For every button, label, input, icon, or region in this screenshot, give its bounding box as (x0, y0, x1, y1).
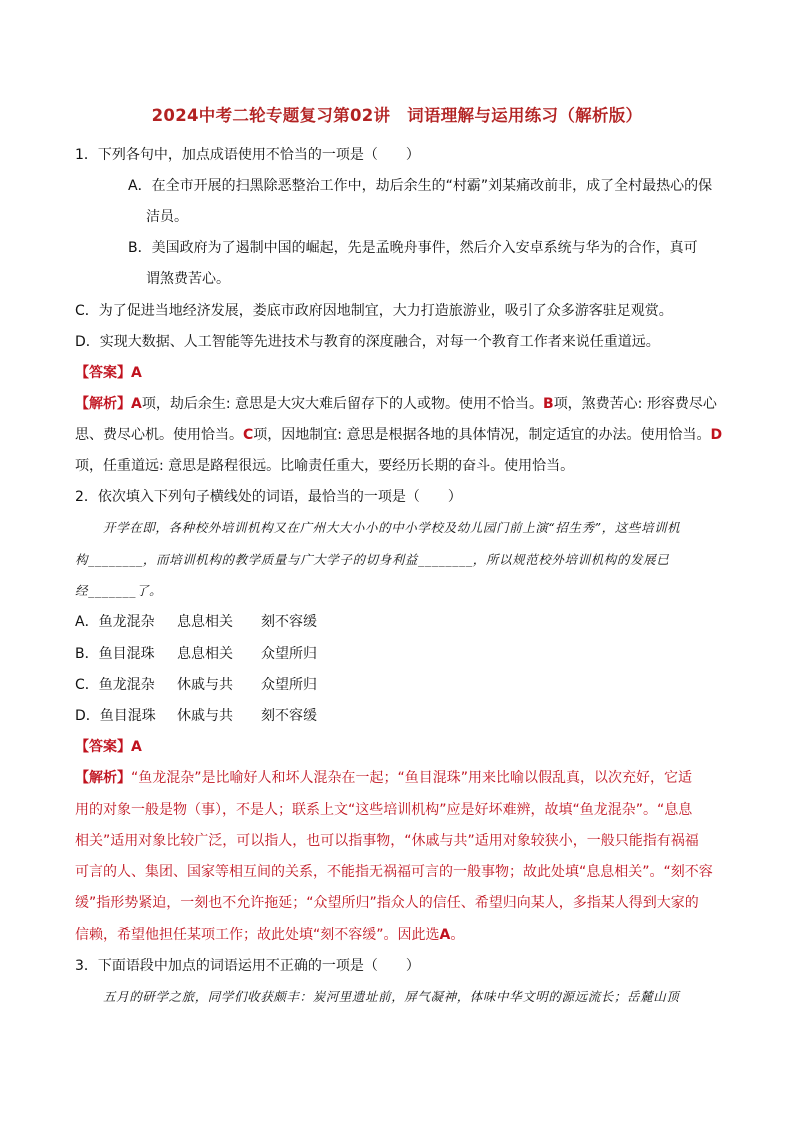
question-2-stem: 2．依次填入下列句子横线处的词语，最恰当的一项是（ ） (75, 489, 462, 505)
option-word-1: A．鱼龙混杂 (75, 614, 155, 630)
question-1-answer: 【答案】A (75, 365, 142, 381)
question-2-answer: 【答案】A (75, 739, 142, 755)
question-2-analysis-line5: 缓”指形势紧迫，一刻也不允许拖延；“众望所归”指众人的信任、希望归向某人，多指某人得到大家的 (75, 895, 699, 911)
question-1-option-d: D．实现大数据、人工智能等先进技术与教育的深度融合，对每一个教育工作者来说任重道远。 (75, 334, 660, 350)
analysis-text: 。 (450, 927, 465, 943)
option-word-1: B．鱼目混珠 (75, 646, 155, 662)
question-3-stem: 3．下面语段中加点的词语运用不正确的一项是（ ） (75, 958, 420, 974)
option-word-2: 息息相关 (177, 614, 233, 630)
question-2-option-d (75, 706, 317, 726)
question-1-analysis-line1 (75, 394, 717, 414)
question-2-option-c (75, 675, 317, 695)
question-2-passage-line1: 开学在即，各种校外培训机构又在广州大大小小的中小学校及幼儿园门前上演“招生秀”，这些培训机 (103, 520, 681, 535)
analysis-option-letter: C (243, 427, 254, 443)
question-2-passage-line3: 经_______了。 (75, 583, 163, 598)
question-2-analysis-line6 (75, 925, 464, 945)
question-1-analysis-line3: 项，任重道远: 意思是路程很远。比喻责任重大，要经历长期的奋斗。使用恰当。 (75, 458, 575, 474)
question-1-option-a-line1: A．在全市开展的扫黑除恶整治工作中，劫后余生的“村霸”刘某痛改前非，成了全村最热心的保 (128, 178, 713, 194)
option-word-2: 休戚与共 (177, 708, 233, 724)
question-2-option-a (75, 612, 317, 632)
analysis-text: 项，劫后余生: 意思是大灾大难后留存下的人或物。使用不恰当。 (141, 396, 544, 412)
analysis-text: 项，煞费苦心: 形容费尽心 (553, 396, 717, 412)
option-word-3: 刻不容缓 (261, 614, 317, 630)
question-2-analysis-line2: 用的对象一般是物（事），不是人；联系上文“这些培训机构”应是好坏难辨，故填“鱼龙混杂”。“息息 (75, 802, 693, 818)
option-word-1: D．鱼目混珠 (75, 708, 156, 724)
question-2-analysis-line1 (75, 768, 692, 788)
question-1-option-b-line1: B．美国政府为了遏制中国的崛起，先是孟晚舟事件，然后介入安卓系统与华为的合作，真可 (128, 240, 698, 256)
option-word-3: 众望所归 (261, 677, 317, 693)
analysis-tag: 【解析】 (75, 396, 131, 412)
question-2-passage-line2: 构________，而培训机构的教学质量与广大学子的切身利益________，所以规范校外培训机构的发展已 (75, 552, 670, 567)
analysis-text: 思、费尽心机。使用恰当。 (75, 427, 243, 443)
question-1-analysis-line2 (75, 425, 722, 445)
question-2-analysis-line3: 相关”适用对象比较广泛，可以指人，也可以指事物，“休戚与共”适用对象较狭小，一般只能指有祸福 (75, 833, 699, 849)
question-1-option-a-line2: 洁员。 (146, 209, 188, 225)
document-title: 2024中考二轮专题复习第02讲 词语理解与运用练习（解析版） (151, 106, 643, 125)
question-2-option-b (75, 644, 317, 664)
option-word-3: 众望所归 (261, 646, 317, 662)
option-word-3: 刻不容缓 (261, 708, 317, 724)
question-2-analysis-line4: 可言的人、集团、国家等相互间的关系，不能指无祸福可言的一般事物；故此处填“息息相关”。“刻不容 (75, 864, 713, 880)
question-1-option-b-line2: 谓煞费苦心。 (146, 271, 230, 287)
question-1-stem: 1．下列各句中，加点成语使用不恰当的一项是（ ） (75, 147, 420, 163)
analysis-text: 信赖，希望他担任某项工作；故此处填“刻不容缓”。因此选 (75, 927, 440, 943)
analysis-text: “鱼龙混杂”是比喻好人和坏人混杂在一起；“鱼目混珠”用来比喻以假乱真，以次充好，它适 (131, 770, 693, 786)
option-word-2: 息息相关 (177, 646, 233, 662)
analysis-option-letter: A (439, 927, 451, 943)
analysis-text: 项，因地制宜: 意思是根据各地的具体情况，制定适宜的办法。使用恰当。 (253, 427, 711, 443)
analysis-option-letter: D (710, 427, 723, 443)
analysis-option-letter: A (131, 396, 142, 412)
question-1-option-c: C．为了促进当地经济发展，娄底市政府因地制宜，大力打造旅游业，吸引了众多游客驻足观赏。 (75, 303, 673, 319)
analysis-option-letter: B (543, 396, 554, 412)
analysis-tag: 【解析】 (75, 770, 131, 786)
option-word-1: C．鱼龙混杂 (75, 677, 155, 693)
question-3-passage-line1: 五月的研学之旅，同学们收获颇丰：炭河里遗址前，屏气凝神，体味中华文明的源远流长；岳麓山顶 (103, 989, 680, 1004)
option-word-2: 休戚与共 (177, 677, 233, 693)
